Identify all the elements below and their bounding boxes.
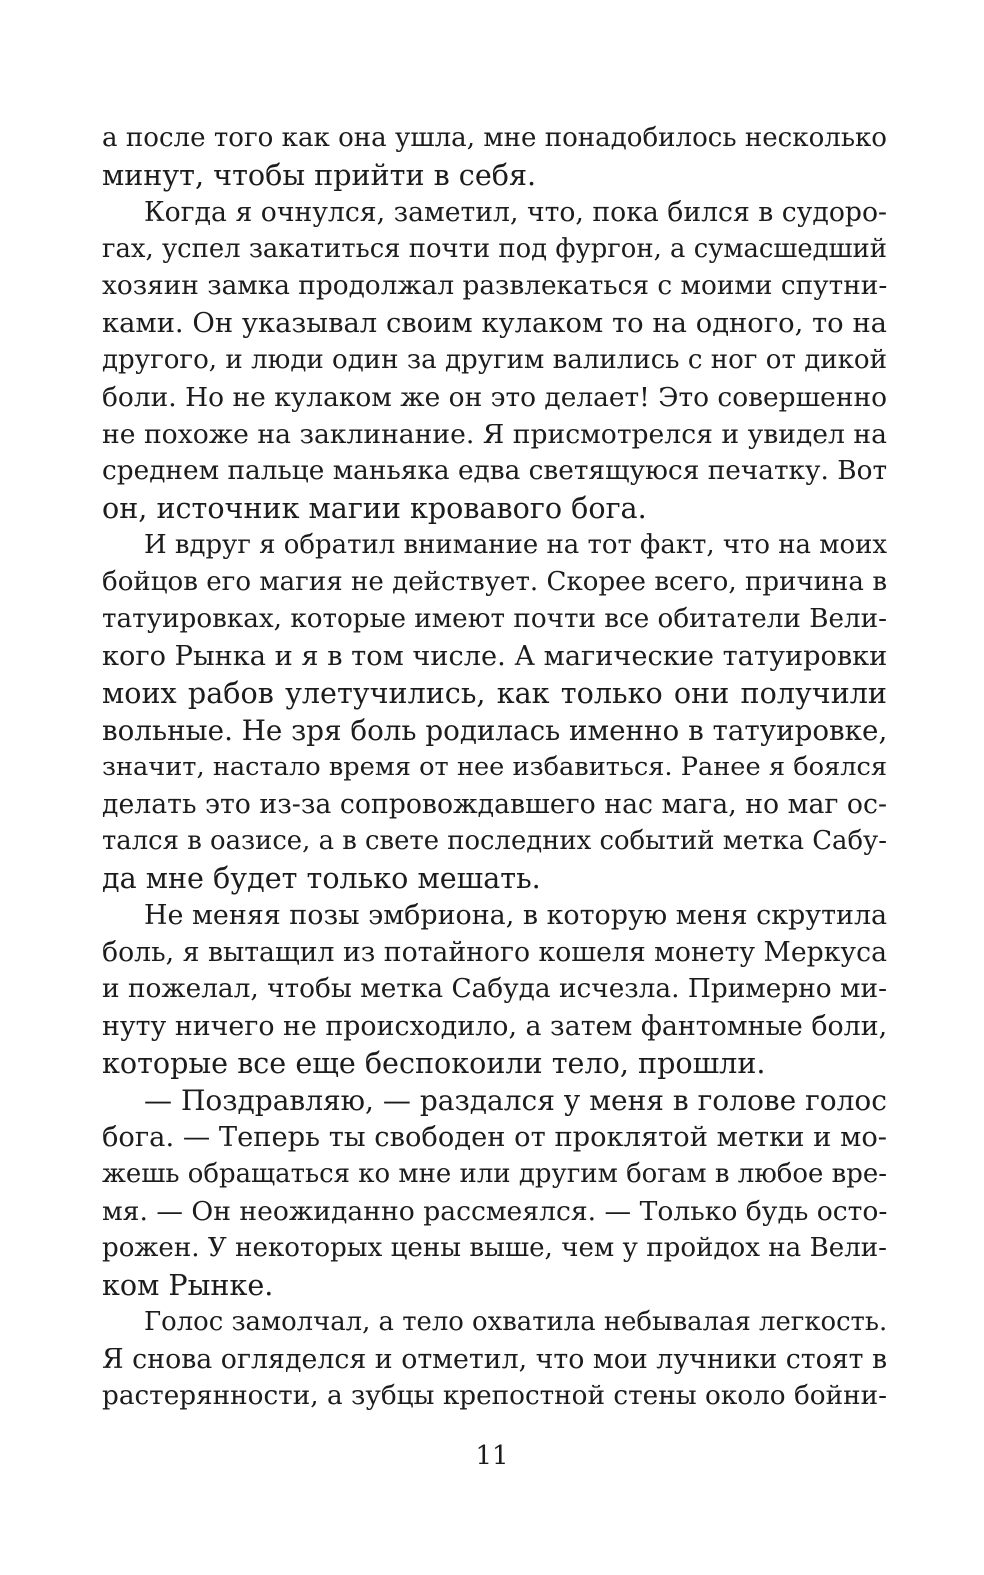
text-line: гах, успел закатиться почти под фургон, а сумасшедший <box>102 234 887 264</box>
text-line: рожен. У некоторых цены выше, чем у пройдох на Вели- <box>102 1233 887 1263</box>
text-line: тался в оазисе, а в свете последних событий метка Сабу- <box>102 826 887 856</box>
text-line: боли. Но не кулаком же он это делает! Это совершенно <box>102 382 887 413</box>
text-line: нуту ничего не происходило, а затем фантомные боли, <box>102 1011 888 1042</box>
text-line: другого, и люди один за другим валились с ног от дикой <box>102 345 887 375</box>
text-line: среднем пальце маньяка едва светящуюся печатку. Вот <box>102 456 888 486</box>
text-line: которые все еще беспокоили тело, прошли. <box>102 1046 766 1080</box>
text-line: мя. — Он неожиданно рассмеялся. — Только будь осто- <box>102 1196 888 1227</box>
text-line: Не меняя позы эмбриона, в которую меня скрутила <box>144 900 888 931</box>
text-line: Когда я очнулся, заметил, что, пока бился в судоро- <box>144 197 887 228</box>
text-line: а после того как она ушла, мне понадобилось несколько <box>102 123 887 153</box>
text-line: И вдруг я обратил внимание на тот факт, что на моих <box>144 530 887 560</box>
text-line: минут, чтобы прийти в себя. <box>102 158 537 192</box>
text-line: вольные. Не зря боль родилась именно в татуировке, <box>102 714 888 747</box>
text-line: бога. — Теперь ты свободен от проклятой метки и мо- <box>102 1122 887 1153</box>
text-line: не похоже на заклинание. Я присмотрелся и увидел на <box>102 419 887 450</box>
text-line: хозяин замка продолжал развлекаться с моими спутни- <box>102 271 888 301</box>
text-line: делать это из-за сопровождавшего нас мага, но маг ос- <box>102 789 887 820</box>
page-number: 11 <box>475 1441 509 1471</box>
text-line: Я снова огляделся и отметил, что мои лучники стоят в <box>102 1344 888 1375</box>
text-line: Голос замолчал, а тело охватила небывалая легкость. <box>144 1307 888 1337</box>
text-line: значит, настало время от нее избавиться. Ранее я боялся <box>102 752 887 782</box>
text-line: растерянности, а зубцы крепостной стены около бойни- <box>102 1381 887 1411</box>
text-line: да мне будет только мешать. <box>102 861 541 895</box>
text-line: кого Рынка и я в том числе. А магические татуировки <box>102 641 888 672</box>
text-line: и пожелал, чтобы метка Сабуда исчезла. Примерно ми- <box>102 974 887 1004</box>
text-line: моих рабов улетучились, как только они получили <box>102 676 887 710</box>
text-line: бойцов его магия не действует. Скорее всего, причина в <box>102 567 887 597</box>
text-line: ком Рынке. <box>102 1268 274 1302</box>
text-line: ками. Он указывал своим кулаком то на одного, то на <box>102 308 887 339</box>
text-line: боль, я вытащил из потайного кошеля монету Меркуса <box>102 937 887 968</box>
text-line: татуировках, которые имеют почти все обитатели Вели- <box>102 604 888 634</box>
text-line: он, источник магии кровавого бога. <box>102 491 647 525</box>
text-line: жешь обращаться ко мне или другим богам в любое вре- <box>102 1159 887 1189</box>
text-line: — Поздравляю, — раздался у меня в голове голос <box>144 1084 887 1117</box>
